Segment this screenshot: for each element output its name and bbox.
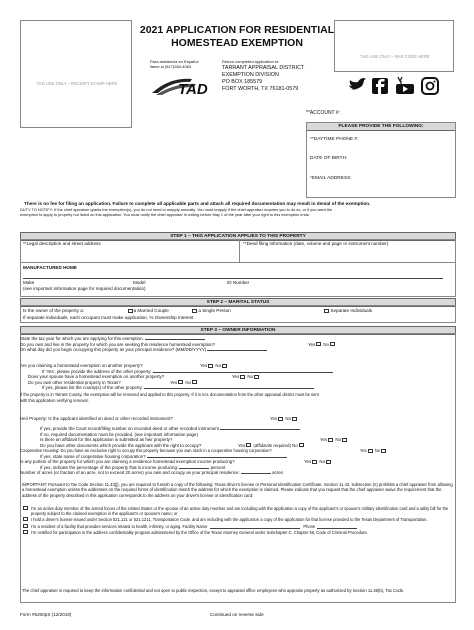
income-percent-input[interactable] (179, 468, 209, 469)
heir-doc-note: If no, required documentation must be provided. (see important information page) (40, 431, 198, 437)
step3-header: STEP 3 – OWNER INFORMATION (20, 326, 456, 335)
owner-is-label: Is the owner of the property a: (23, 308, 85, 313)
step1-header: STEP 1 – THIS APPLICATION APPLIES TO THIS PROPERTY (20, 232, 456, 241)
daytime-phone-field[interactable]: **DAYTIME PHONE #: (310, 137, 359, 142)
important-paragraph: IMPORTANT: Pursuant to Tax Code Section 11.43(j), you are required to furnish a copy of the following: Texas driver's license or Personal Identification Certificate. Section 11.43, subsection (n) prohibits a chief appraiser from allowing a homestead exemption unless the addresses on the required forms of identification match the address for which the exemption is claimed. Please indicate that you request that the chief appraiser waive the requirement that the address of the property described in this application corresponds to the address on your driver's license or identification card: (22, 482, 453, 498)
social-icons (346, 76, 446, 96)
heir-property-line: Heir Property: Is the applicant identified on deed or other recorded instrument? Yes No (20, 416, 456, 421)
other-homestead-line: Are you claiming a homestead exemption on another property? Yes No (20, 363, 456, 368)
mh-make-line[interactable] (23, 278, 443, 279)
return-address: Return completed application to: TARRANT APPRAISAL DISTRICT EXEMPTION DIVISION PO BOX 185579 FORT WORTH, TX 76181-0579 (222, 59, 305, 93)
duty-notify-line1: DUTY TO NOTIFY: If the chief appraiser grants the exemption(s), you do not need to reapply annually. You must reapply if the chief appraiser requires you to do so, or if you want the (20, 207, 333, 212)
income-yes[interactable] (312, 460, 317, 464)
facility-name-input[interactable] (210, 524, 300, 529)
mh-see-info: (see important information page for required documentation) (23, 286, 146, 291)
account-number-label: **ACCOUNT #: (306, 110, 341, 116)
legal-description-field[interactable]: **Legal description and street address (23, 241, 101, 246)
military-option: I'm an active duty member of the armed forces of the United States or the spouse of an active duty member and am including with the application a copy of the applicant's or spouse's military identification card and a utility bill for the property subject to the claimed exemption in the applicant's or spouse's name; or (31, 506, 449, 517)
confidentiality-closing: The chief appraiser is required to keep the information confidential and not open to public inspection, except to appraisal office employees who appraise property as authorized by Section 11.48(b), Tax Code. (22, 588, 405, 593)
affidavit-yes[interactable] (328, 438, 333, 442)
county-input[interactable] (144, 388, 314, 389)
mh-id-label: ID Number (227, 280, 250, 285)
notice-block (20, 201, 456, 217)
step2-header: STEP 2 – MARITAL STATUS (20, 298, 456, 307)
contact-header: PLEASE PROVIDE THE FOLLOWING: (307, 123, 455, 131)
income-no[interactable] (326, 460, 331, 464)
other-address-input[interactable] (153, 372, 333, 373)
income-percent-line: If yes, indicate the percentage of the property that is income producing: percent (40, 464, 226, 470)
ownership-interest-note: If separate individuals, each occupant must make application. % Ownership Interest (23, 315, 194, 320)
receipt-stamp-box (20, 20, 132, 128)
date-of-birth-field[interactable]: DATE OF BIRTH: (310, 156, 348, 161)
tad-logo-text: TAD (178, 81, 208, 98)
other-docs-yes[interactable] (246, 443, 251, 447)
drivers-license-checkbox[interactable] (23, 517, 28, 521)
no-fee-notice: There is no fee for filing an application. Failure to complete all applicable parts and attach all required documentation may result in denial of the exemption. (24, 201, 371, 206)
own-live-yes[interactable] (316, 342, 321, 346)
other-residential-yes[interactable] (178, 380, 183, 384)
drivers-license-option: I hold a driver's license issued under Section 521.121 or 521.1211, Transportation Code, and am including with the application a copy of the application for that license provided to the Texas Department of Transportation. (31, 517, 428, 523)
facility-option: I'm a resident of a facility that provides services related to health, infirmity, or aging. Facility Name (31, 523, 208, 529)
married-checkbox[interactable] (128, 309, 133, 313)
single-label: a Single Person (198, 308, 231, 313)
other-homestead-yes[interactable] (208, 364, 213, 368)
other-documents-line: Do you have other documents which provide the applicant with the right to occupy? Yes (affidavits required) No (20, 443, 456, 448)
other-address-line: If 'Yes', please provide the address of the other property: (20, 369, 456, 374)
form-number: Form #5200pS (12/2019) (20, 612, 72, 617)
other-docs-no[interactable] (299, 443, 304, 447)
own-live-line: Do you own and live in the property for which you are seeking this residence homestead exemption? Yes No (20, 342, 456, 347)
step1-body (20, 239, 456, 297)
waiver-options: I'm an active duty member of the armed forces of the United States or the spouse of an active duty member and am including with the application a copy of the applicant's or spouse's military identification card and a utility bill for the property subject to the claimed exemption in the applicant's or spouse's name; or I hold a driver's license issued under Section 521.121 or 521.1211, Transportation Code, and am including with the application a copy of the application for that license provided to the Texas Department of Transportation. I'm a resident of a facility that provides services related to health, infirmity, or aging. Facility Name Phone I'm certified for participation in the address confidentiality program administered by the Office of the Texas Attorney General under Subchapter C, Chapter 56, Code of Criminal Procedure. (22, 506, 454, 535)
income-producing-line: Is any portion of the property for which you are claiming a residence homestead exemption income producing? Yes No (20, 459, 456, 464)
married-label: a Married Couple (133, 308, 169, 313)
barcode-stamp-box (334, 20, 454, 72)
other-residential-no[interactable] (192, 380, 197, 384)
instagram-icon (422, 78, 438, 94)
form-title: 2021 APPLICATION FOR RESIDENTIAL HOMESTEAD EXEMPTION (139, 24, 335, 49)
other-residential-line: Do you own other residential property in Texas? Yes No (20, 380, 456, 385)
tad-logo (150, 73, 216, 97)
coop-name-input[interactable] (147, 457, 287, 458)
receipt-stamp-label: TAD USE ONLY – RECEIPT STAMP HERE (36, 81, 118, 86)
confidentiality-option: I'm certified for participation in the address confidentiality program administered by the Office of the Texas Attorney General under Subchapter C, Chapter 56, Code of Criminal Procedure. (31, 529, 368, 535)
spouse-homestead-no[interactable] (254, 375, 259, 379)
step1-hline (21, 262, 455, 263)
spouse-homestead-yes[interactable] (240, 375, 245, 379)
step1-divider (239, 240, 240, 262)
contact-box (306, 122, 456, 198)
facebook-icon (372, 78, 388, 94)
mh-make-label: Make (23, 280, 35, 285)
separate-label: Separate Individuals (330, 308, 373, 313)
duty-notify-line2: exemption to apply to property not listed on this application. You must notify the chief appraiser in writing before May 1 of the year after your right to this exemption ends. (20, 212, 310, 218)
occupy-date-input[interactable] (207, 350, 267, 351)
coop-no[interactable] (381, 449, 386, 453)
facility-phone-input[interactable] (317, 524, 357, 529)
facility-checkbox[interactable] (23, 524, 28, 528)
spouse-homestead-line: Does your spouse have a homestead exemption on another property? Yes No (20, 374, 456, 379)
cooperative-line: Cooperative Housing: Do you have an exclusive right to occupy this property because you own stock in a cooperative housing corporation? Yes No (20, 448, 456, 453)
affidavit-line: Is there an affidavit for this application is submitted as heir property? Yes No (20, 437, 456, 442)
acres-input[interactable] (241, 473, 271, 474)
single-checkbox[interactable] (192, 309, 197, 313)
court-record-input[interactable] (220, 429, 300, 430)
heir-yes[interactable] (278, 417, 283, 421)
own-live-no[interactable] (330, 342, 335, 346)
tax-year-line: State the tax year for which you are applying for this exemption. (20, 336, 456, 341)
spanish-assist: Para asistencia en Español llame al (817)284-4063 (150, 59, 199, 70)
confidentiality-checkbox[interactable] (23, 530, 28, 534)
barcode-stamp-label: TAD USE ONLY – BAR CODE HERE (360, 54, 430, 59)
youtube-icon (396, 77, 414, 94)
email-field[interactable]: *EMAIL ADDRESS: (310, 176, 352, 181)
military-checkbox[interactable] (23, 506, 28, 510)
tarrant-removal-note2: with this application verifying removal. (20, 397, 89, 403)
tax-year-input[interactable] (145, 339, 205, 340)
coop-yes[interactable] (368, 449, 373, 453)
court-record-line: If yes, provide the Court record/filing number on recorded deed or other recorded instrument (20, 426, 456, 431)
manufactured-home-label: MANUFACTURED HOME (23, 265, 77, 270)
other-homestead-no[interactable] (222, 364, 227, 368)
separate-checkbox[interactable] (324, 309, 329, 313)
twitter-icon (348, 78, 366, 90)
continued-note: Continued on reverse side (210, 612, 264, 617)
step2-body (20, 305, 456, 323)
heir-no[interactable] (292, 417, 297, 421)
acres-line: Number of acres (or fraction of an acre, not to exceed 20 acres) you own and occupy as your principal residence: acres (20, 470, 283, 475)
coop-name-line: If yes, state name of cooperative housing corporation? (20, 454, 456, 459)
county-line: If yes, please list the county(s) of the other property: (20, 385, 456, 390)
occupy-date-line: On what day did you begin occupying this property as your principal residence? (MM/DD/YYYY) (20, 347, 456, 352)
affidavit-no[interactable] (342, 438, 347, 442)
tarrant-removal-note: If the property is in Tarrant County, the exemption will be removed and applied to this property. If it is not, documentation from the other appraisal district must be sent (20, 392, 319, 397)
deed-filing-field[interactable]: **Deed filing information (date, volume and page or instrument number) (243, 241, 389, 246)
mh-model-label: Model (133, 280, 146, 285)
